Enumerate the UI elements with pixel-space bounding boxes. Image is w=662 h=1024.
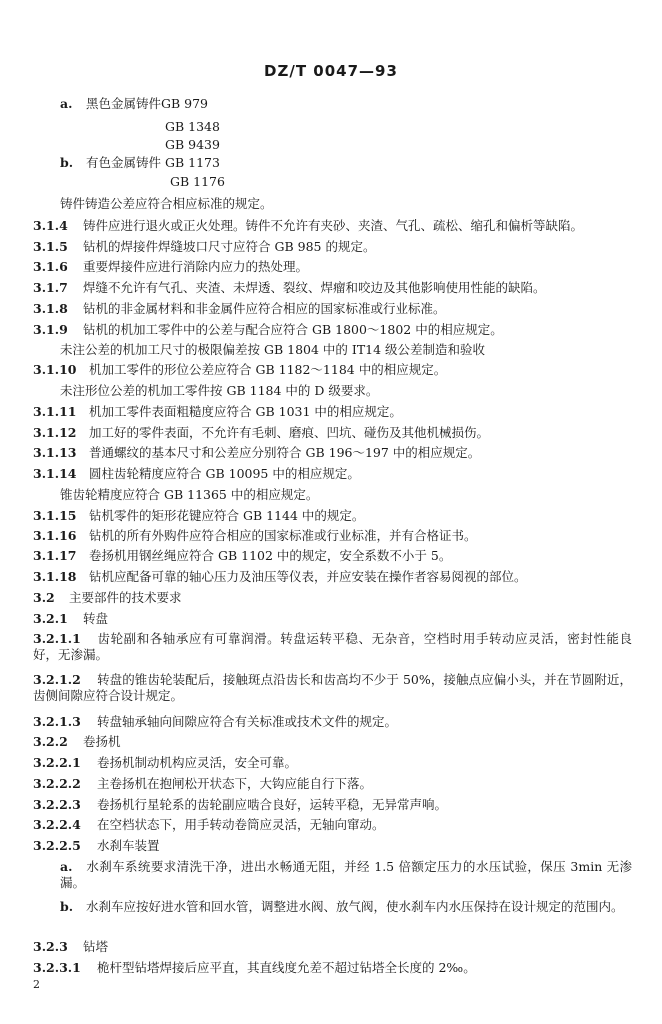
clause-number: 3.1.14 — [33, 466, 77, 481]
clause-number: 3.2.1.2 — [33, 672, 81, 687]
text-line — [60, 383, 378, 399]
clause-number: 3.1.15 — [33, 508, 77, 523]
text-line — [33, 362, 446, 378]
clause-text: 卷扬机行星轮系的齿轮副应啮合良好，运转平稳，无异常声响。 — [97, 797, 448, 812]
clause-number: 3.1.4 — [33, 218, 68, 233]
clause-number: 3.2.2.3 — [33, 797, 81, 812]
text-line — [33, 239, 375, 255]
text-line — [33, 631, 632, 663]
clause-text: 水刹车应按好进水管和回水管，调整进水阀、放气阀，使水刹车内水压保持在设计规定的范围内。 — [86, 899, 624, 914]
clause-text: 铸件应进行退火或正火处理。铸件不允许有夹砂、夹渣、气孔、疏松、缩孔和偏析等缺陷。 — [83, 218, 584, 233]
page-number: 2 — [33, 978, 40, 991]
text-line — [33, 259, 308, 275]
text-line — [33, 611, 108, 627]
clause-text: 水刹车系统要求清洗干净，进出水畅通无阻，并经 1.5 倍额定压力的水压试验，保压 3min 无渗漏。 — [60, 859, 632, 890]
text-line — [33, 734, 121, 750]
text-line — [33, 218, 583, 234]
clause-text: 在空档状态下，用手转动卷筒应灵活，无轴向窜动。 — [97, 817, 385, 832]
text-line — [33, 466, 360, 482]
clause-text: 卷扬机用钢丝绳应符合 GB 1102 中的规定，安全系数不小于 5。 — [89, 548, 452, 563]
clause-number: 3.1.6 — [33, 259, 68, 274]
clause-number: 3.2 — [33, 590, 55, 605]
text-line — [33, 445, 480, 461]
clause-text: 钻机的焊接件焊缝坡口尺寸应符合 GB 985 的规定。 — [83, 239, 376, 254]
clause-number: 3.1.9 — [33, 322, 68, 337]
clause-number: 3.2.2 — [33, 734, 68, 749]
text-line — [165, 137, 220, 153]
clause-number: 3.1.10 — [33, 362, 77, 377]
clause-text: 钻机的所有外购件应符合相应的国家标准或行业标准，并有合格证书。 — [89, 528, 477, 543]
text-line — [60, 155, 220, 171]
clause-text: 重要焊接件应进行消除内应力的热处理。 — [83, 259, 309, 274]
clause-text: 钻机的非金属材料和非金属件应符合相应的国家标准或行业标准。 — [83, 301, 446, 316]
clause-text: 机加工零件表面粗糙度应符合 GB 1031 中的相应规定。 — [89, 404, 402, 419]
clause-number: 3.1.5 — [33, 239, 68, 254]
text-line — [33, 569, 527, 585]
clause-text: 水刹车装置 — [97, 838, 160, 853]
text-line — [33, 280, 546, 296]
clause-text: 钻塔 — [83, 939, 109, 954]
clause-text: 未注形位公差的机加工零件按 GB 1184 中的 D 级要求。 — [60, 383, 379, 398]
clause-number: b. — [60, 899, 74, 914]
text-line — [33, 301, 446, 317]
clause-number: 3.1.12 — [33, 425, 77, 440]
clause-text: 桅杆型钻塔焊接后应平直，其直线度允差不超过钻塔全长度的 2‰。 — [97, 960, 476, 975]
text-line — [60, 859, 632, 891]
text-line — [170, 174, 225, 190]
clause-text: 焊缝不允许有气孔、夹渣、未焊透、裂纹、焊瘤和咬边及其他影响使用性能的缺陷。 — [83, 280, 546, 295]
clause-number: a. — [60, 96, 73, 111]
clause-text: 钻机零件的矩形花键应符合 GB 1144 中的规定。 — [89, 508, 365, 523]
clause-text: 转盘 — [83, 611, 109, 626]
clause-text: 钻机的机加工零件中的公差与配合应符合 GB 1800～1802 中的相应规定。 — [83, 322, 503, 337]
text-line — [33, 797, 447, 813]
clause-number: 3.1.7 — [33, 280, 68, 295]
clause-text: 普通螺纹的基本尺寸和公差应分别符合 GB 196～197 中的相应规定。 — [89, 445, 481, 460]
text-line — [33, 838, 160, 854]
text-line — [60, 196, 273, 212]
clause-text: 卷扬机 — [83, 734, 121, 749]
clause-text: 转盘轴承轴向间隙应符合有关标准或技术文件的规定。 — [97, 714, 398, 729]
clause-text: 加工好的零件表面，不允许有毛刺、磨痕、凹坑、碰伤及其他机械损伤。 — [89, 425, 490, 440]
clause-number: 3.2.1.3 — [33, 714, 81, 729]
clause-number: 3.1.16 — [33, 528, 77, 543]
text-line — [60, 899, 632, 915]
clause-text: GB 1348 — [165, 119, 220, 134]
text-line — [165, 119, 220, 135]
text-line — [33, 508, 364, 524]
text-line — [33, 960, 476, 976]
text-line — [33, 755, 297, 771]
text-line — [33, 714, 397, 730]
text-line — [60, 96, 208, 112]
text-line — [33, 672, 632, 704]
clause-text: 主卷扬机在抱闸松开状态下，大钩应能自行下落。 — [97, 776, 373, 791]
text-line — [33, 776, 372, 792]
clause-number: 3.2.2.5 — [33, 838, 81, 853]
clause-number: 3.2.2.1 — [33, 755, 81, 770]
clause-number: a. — [60, 859, 73, 874]
clause-number: 3.1.17 — [33, 548, 77, 563]
clause-text: 圆柱齿轮精度应符合 GB 10095 中的相应规定。 — [89, 466, 360, 481]
clause-number: 3.2.2.2 — [33, 776, 81, 791]
clause-number: 3.1.18 — [33, 569, 77, 584]
clause-text: 机加工零件的形位公差应符合 GB 1182～1184 中的相应规定。 — [89, 362, 447, 377]
clause-text: 铸件铸造公差应符合相应标准的规定。 — [60, 196, 273, 211]
clause-text: 转盘的锥齿轮装配后，接触斑点沿齿长和齿高均不少于 50%，接触点应偏小头，并在节圆附近，齿侧间隙应符合设计规定。 — [33, 672, 632, 703]
clause-number: 3.2.2.4 — [33, 817, 81, 832]
text-line — [33, 548, 451, 564]
standard-code-header: DZ/T 0047—93 — [264, 62, 398, 80]
clause-text: 齿轮副和各轴承应有可靠润滑。转盘运转平稳、无杂音，空档时用手转动应灵活，密封性能良好，无渗漏。 — [33, 631, 632, 662]
clause-text: 未注公差的机加工尺寸的极限偏差按 GB 1804 中的 IT14 级公差制造和验收 — [60, 342, 486, 357]
clause-number: 3.2.3 — [33, 939, 68, 954]
clause-number: 3.2.1.1 — [33, 631, 81, 646]
clause-text: 主要部件的技术要求 — [69, 590, 182, 605]
text-line — [33, 590, 182, 606]
clause-text: 有色金属铸件 GB 1173 — [86, 155, 220, 170]
clause-text: 黑色金属铸件GB 979 — [86, 96, 209, 111]
clause-number: 3.2.1 — [33, 611, 68, 626]
text-line — [33, 404, 402, 420]
clause-number: 3.1.11 — [33, 404, 77, 419]
clause-number: 3.2.3.1 — [33, 960, 81, 975]
clause-text: GB 1176 — [170, 174, 225, 189]
text-line — [33, 939, 108, 955]
text-line — [33, 322, 503, 338]
clause-text: 卷扬机制动机构应灵活，安全可靠。 — [97, 755, 298, 770]
text-line — [33, 425, 489, 441]
text-line — [60, 342, 485, 358]
clause-text: 钻机应配备可靠的轴心压力及油压等仪表，并应安装在操作者容易阅视的部位。 — [89, 569, 527, 584]
clause-number: 3.1.13 — [33, 445, 77, 460]
clause-text: 锥齿轮精度应符合 GB 11365 中的相应规定。 — [60, 487, 319, 502]
text-line — [33, 817, 385, 833]
clause-number: 3.1.8 — [33, 301, 68, 316]
clause-number: b. — [60, 155, 74, 170]
text-line — [60, 487, 318, 503]
clause-text: GB 9439 — [165, 137, 220, 152]
text-line — [33, 528, 477, 544]
